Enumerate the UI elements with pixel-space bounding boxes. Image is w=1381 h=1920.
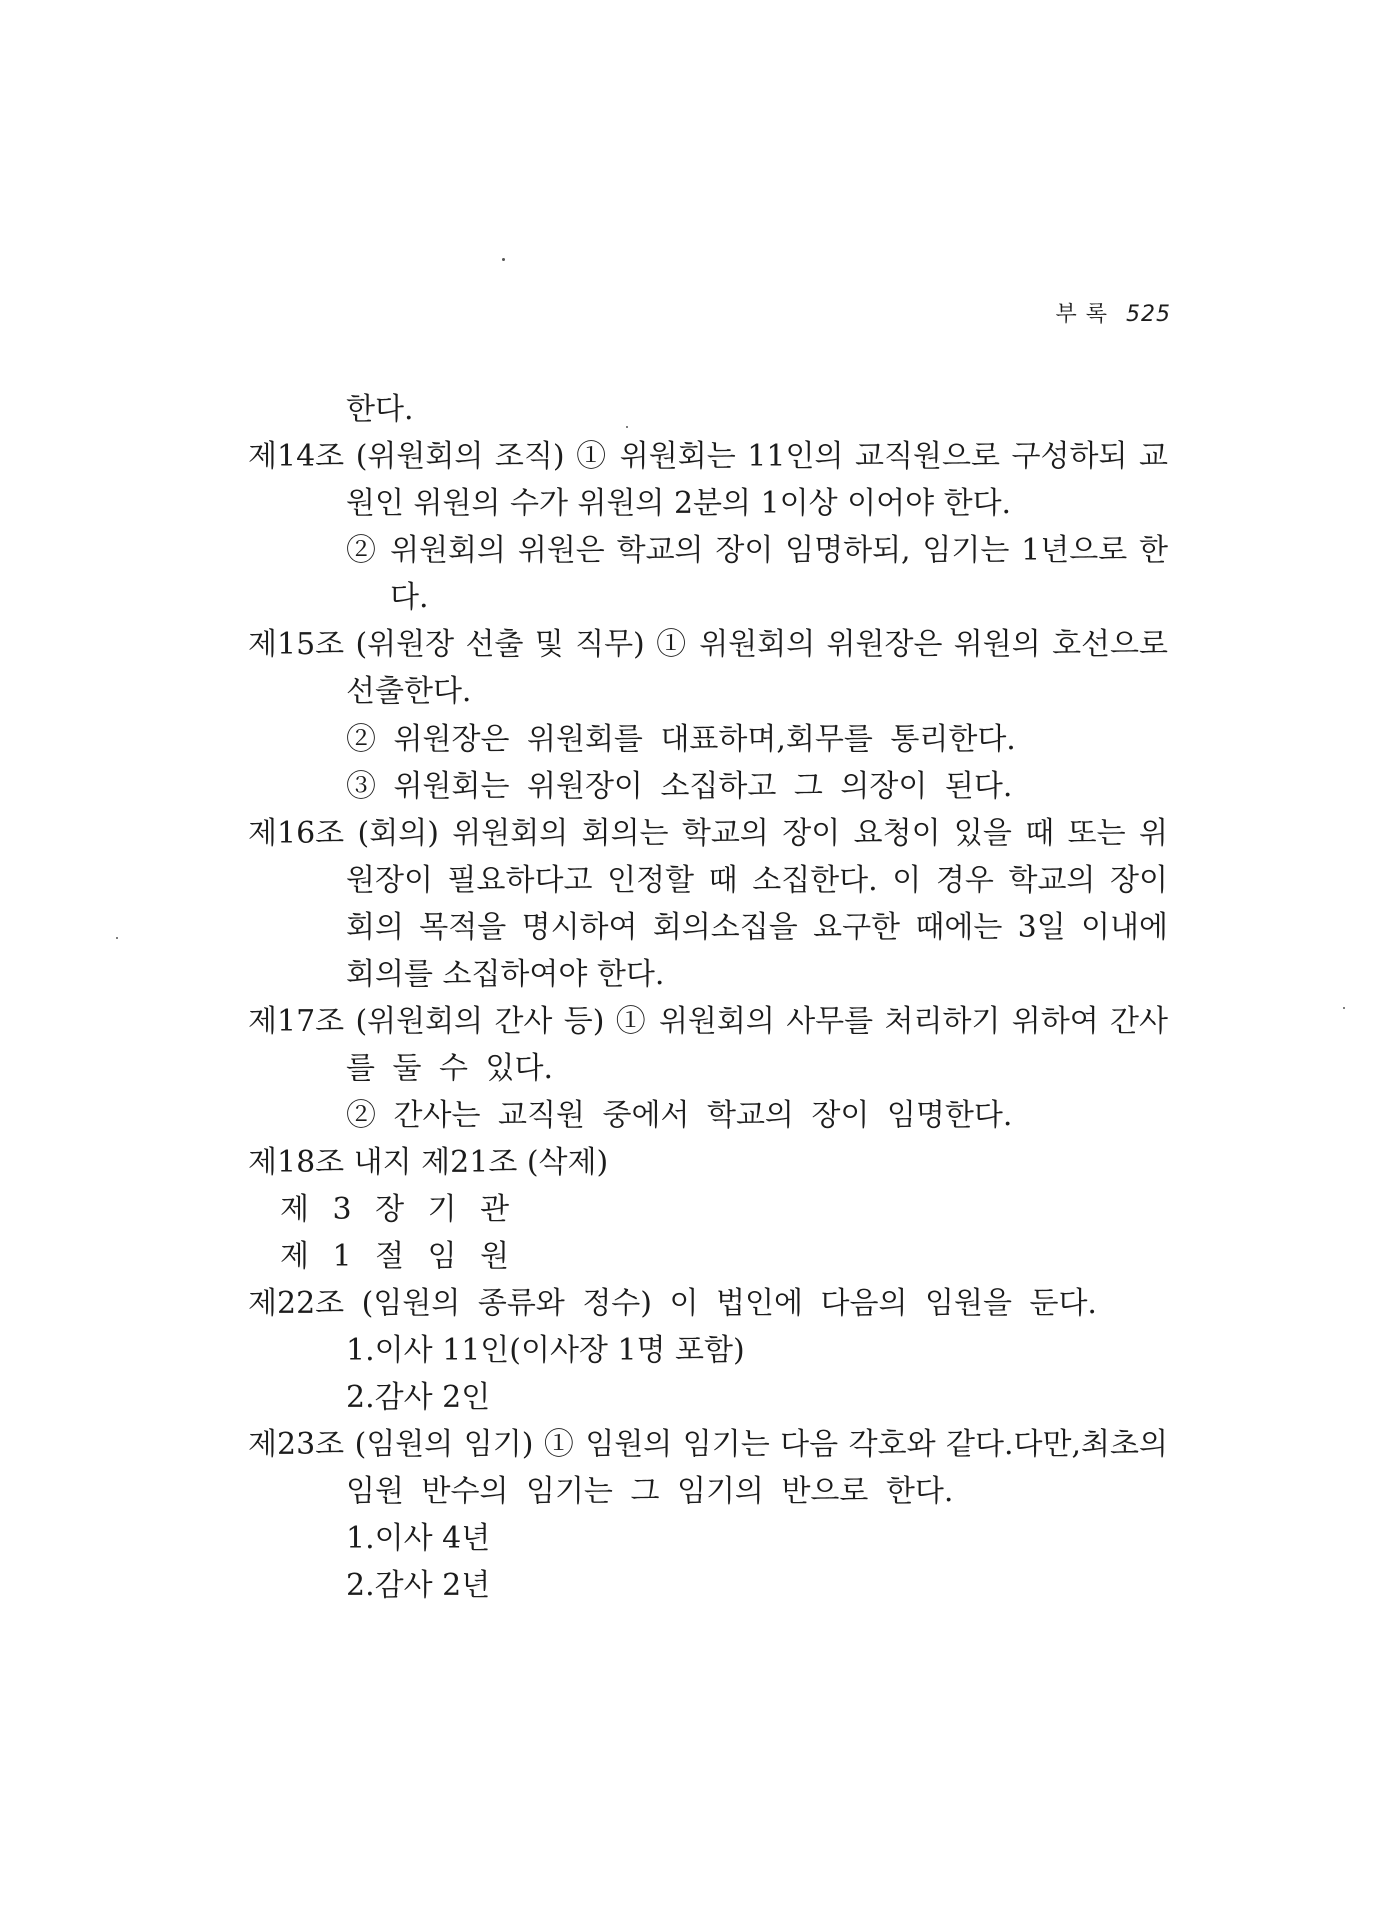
article-23-heading: 제23조 (임원의 임기) ① 임원의 임기는 다음 각호와 같다.다만,최초의 <box>248 1427 1168 1462</box>
text-line: 원인 위원의 수가 위원의 2분의 1이상 이어야 한다. <box>346 486 1012 521</box>
text-line: 원장이 필요하다고 인정할 때 소집한다. 이 경우 학교의 장이 <box>346 863 1168 898</box>
page-header <box>1056 297 1172 328</box>
text-line: 다. <box>390 580 429 615</box>
text-line: ② 위원장은 위원회를 대표하며,회무를 통리한다. <box>346 722 1016 757</box>
article-17-heading: 제17조 (위원회의 간사 등) ① 위원회의 사무를 처리하기 위하여 간사 <box>248 1004 1169 1039</box>
article-22-heading: 제22조 (임원의 종류와 정수) 이 법인에 다음의 임원을 둔다. <box>248 1286 1097 1321</box>
article-14-heading: 제14조 (위원회의 조직) ① 위원회는 11인의 교직원으로 구성하되 교 <box>248 439 1168 474</box>
page-number: 525 <box>1126 302 1171 327</box>
scan-speck <box>1343 1007 1345 1009</box>
article-16-heading: 제16조 (회의) 위원회의 회의는 학교의 장이 요청이 있을 때 또는 위 <box>248 816 1168 851</box>
text-line: 회의 목적을 명시하여 회의소집을 요구한 때에는 3일 이내에 <box>346 910 1168 945</box>
header-section: 부 록 <box>1055 302 1108 327</box>
text-line: 를 둘 수 있다. <box>346 1051 554 1086</box>
text-line: ③ 위원회는 위원장이 소집하고 그 의장이 된다. <box>346 769 1013 804</box>
article-15-heading: 제15조 (위원장 선출 및 직무) ① 위원회의 위원장은 위원의 호선으로 <box>248 627 1168 662</box>
article-18-21-heading: 제18조 내지 제21조 (삭제) <box>248 1145 609 1180</box>
chapter-heading: 제 3 장 기 관 <box>280 1192 510 1227</box>
text-line: 한다. <box>346 392 414 427</box>
section-heading: 제 1 절 임 원 <box>280 1239 510 1274</box>
text-line: 회의를 소집하여야 한다. <box>346 957 665 992</box>
scan-speck <box>626 426 628 428</box>
text-line: ② 위원회의 위원은 학교의 장이 임명하되, 임기는 1년으로 한 <box>346 533 1168 568</box>
list-item: 2.감사 2인 <box>346 1380 491 1415</box>
text-line: 임원 반수의 임기는 그 임기의 반으로 한다. <box>346 1474 954 1509</box>
list-item: 1.이사 4년 <box>346 1521 491 1556</box>
scan-speck <box>502 258 505 261</box>
scan-speck <box>116 937 118 939</box>
list-item: 2.감사 2년 <box>346 1568 491 1603</box>
text-line: 선출한다. <box>346 674 472 709</box>
text-line: ② 간사는 교직원 중에서 학교의 장이 임명한다. <box>346 1098 1013 1133</box>
list-item: 1.이사 11인(이사장 1명 포함) <box>346 1333 745 1368</box>
